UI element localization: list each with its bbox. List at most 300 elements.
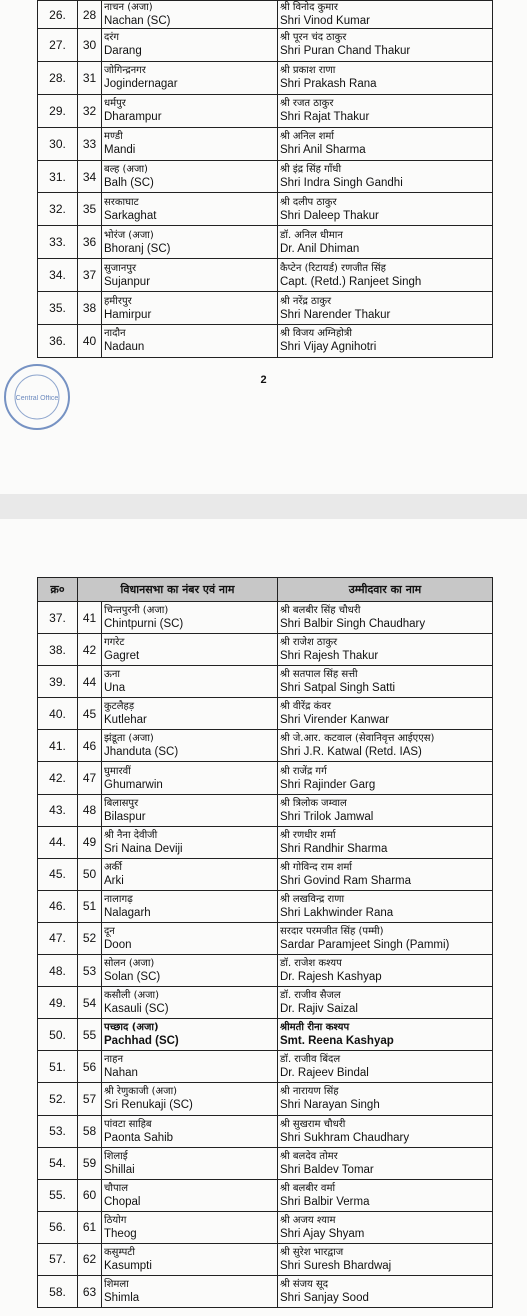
constituency-name <box>102 634 278 666</box>
constituency-name-english: Theog <box>104 1227 137 1240</box>
constituency-number: 31 <box>78 61 102 94</box>
serial-number: 42. <box>38 762 78 794</box>
candidate-name <box>278 794 493 826</box>
table-row <box>38 1083 493 1115</box>
serial-number: 33. <box>38 226 78 259</box>
constituency-name-hindi: पच्छाद (अजा) <box>104 1022 159 1034</box>
candidate-name-english: Shri Rajesh Thakur <box>280 650 379 663</box>
candidate-name <box>278 890 493 922</box>
constituency-name <box>102 666 278 698</box>
constituency-name-english: Jogindernagar <box>104 78 178 91</box>
candidate-name-hindi: श्री विजय अग्निहोत्री <box>280 328 352 340</box>
constituency-name-english: Nachan (SC) <box>104 15 171 27</box>
serial-number: 50. <box>38 1019 78 1051</box>
table-row <box>38 1147 493 1179</box>
table-row <box>38 890 493 922</box>
serial-number: 58. <box>38 1275 78 1307</box>
candidate-name-english: Shri Lakhwinder Rana <box>280 906 394 919</box>
constituency-number: 56 <box>78 1051 102 1083</box>
table-row <box>38 29 493 62</box>
table-row <box>38 826 493 858</box>
constituency-number: 62 <box>78 1243 102 1275</box>
candidate-name-english: Shri Balbir Singh Chaudhary <box>280 618 426 631</box>
constituency-name-hindi: भोरंज (अजा) <box>104 229 154 241</box>
constituency-name-hindi: चिन्तपुरनी (अजा) <box>104 605 169 617</box>
constituency-name-english: Darang <box>104 45 142 58</box>
candidate-name-english: Capt. (Retd.) Ranjeet Singh <box>280 275 422 288</box>
serial-number: 55. <box>38 1179 78 1211</box>
constituency-name-hindi: सोलन (अजा) <box>104 958 155 970</box>
candidate-name <box>278 325 493 358</box>
candidate-name-english: Dr. Rajesh Kashyap <box>280 971 382 984</box>
serial-number: 44. <box>38 826 78 858</box>
candidate-name <box>278 698 493 730</box>
candidate-name <box>278 987 493 1019</box>
constituency-name-hindi: चौपाल <box>104 1182 128 1194</box>
table-header-row <box>38 578 493 602</box>
candidate-name <box>278 762 493 794</box>
candidate-name <box>278 858 493 890</box>
candidate-name-hindi: श्री वीरेंद्र कंवर <box>280 701 331 713</box>
candidate-name-english: Sardar Paramjeet Singh (Pammi) <box>280 938 450 951</box>
document-page-2 <box>0 519 527 1316</box>
header-candidate: उम्मीदवार का नाम <box>278 578 493 602</box>
constituency-name-english: Dharampur <box>104 111 162 124</box>
constituency-number: 63 <box>78 1275 102 1307</box>
candidate-name-english: Shri Trilok Jamwal <box>280 810 374 823</box>
constituency-name <box>102 259 278 292</box>
serial-number: 36. <box>38 325 78 358</box>
constituency-number: 50 <box>78 858 102 890</box>
candidate-name <box>278 730 493 762</box>
constituency-name-hindi: दरंग <box>104 32 120 44</box>
constituency-number: 54 <box>78 987 102 1019</box>
constituency-name-hindi: सरकाघाट <box>104 196 139 208</box>
candidate-name-english: Shri Ajay Shyam <box>280 1227 365 1240</box>
constituency-name-hindi: शिमला <box>104 1279 129 1291</box>
candidate-name <box>278 1051 493 1083</box>
serial-number: 32. <box>38 193 78 226</box>
constituency-name-english: Mandi <box>104 144 136 157</box>
constituency-name-english: Bilaspur <box>104 810 146 823</box>
serial-number: 28. <box>38 61 78 94</box>
candidate-name <box>278 193 493 226</box>
constituency-name <box>102 226 278 259</box>
constituency-name-english: Sujanpur <box>104 275 151 288</box>
serial-number: 57. <box>38 1243 78 1275</box>
serial-number: 38. <box>38 634 78 666</box>
constituency-number: 51 <box>78 890 102 922</box>
candidate-name <box>278 1115 493 1147</box>
candidate-name <box>278 1243 493 1275</box>
candidate-name-hindi: श्री बलबीर सिंह चौधरी <box>280 605 361 617</box>
constituency-name-english: Shillai <box>104 1163 135 1176</box>
constituency-name-english: Pachhad (SC) <box>104 1035 179 1048</box>
constituency-name <box>102 1051 278 1083</box>
constituency-name-hindi: शिलाई <box>104 1150 128 1162</box>
constituency-name-hindi: श्री रेणुकाजी (अजा) <box>104 1086 178 1098</box>
serial-number: 31. <box>38 160 78 193</box>
table-row <box>38 193 493 226</box>
serial-number: 39. <box>38 666 78 698</box>
table-row <box>38 1211 493 1243</box>
constituency-number: 33 <box>78 127 102 160</box>
table-row <box>38 292 493 325</box>
constituency-name-english: Doon <box>104 938 132 951</box>
candidate-name-hindi: श्री प्रकाश राणा <box>280 65 336 77</box>
candidate-name-english: Shri Prakash Rana <box>280 78 377 91</box>
constituency-name-english: Balh (SC) <box>104 177 154 189</box>
candidate-name-hindi: श्री संजय सूद <box>280 1279 329 1291</box>
constituency-name <box>102 922 278 954</box>
table-row <box>38 1275 493 1307</box>
candidate-name-hindi: श्री विनोद कुमार <box>280 2 338 13</box>
candidate-name-hindi: श्री नारायण सिंह <box>280 1086 339 1098</box>
serial-number: 37. <box>38 602 78 634</box>
constituency-number: 47 <box>78 762 102 794</box>
table-row <box>38 730 493 762</box>
constituency-name-hindi: नाहन <box>104 1054 123 1066</box>
serial-number: 30. <box>38 127 78 160</box>
candidate-name-hindi: श्री पूरन चंद ठाकुर <box>280 32 347 44</box>
constituency-name <box>102 794 278 826</box>
candidate-name-english: Shri Narayan Singh <box>280 1099 380 1112</box>
table-row <box>38 698 493 730</box>
candidate-name-english: Dr. Rajeev Bindal <box>280 1067 369 1080</box>
constituency-name-english: Nalagarh <box>104 906 151 919</box>
candidate-name <box>278 1147 493 1179</box>
table-row <box>38 922 493 954</box>
candidate-name-hindi: डॉ. राजीव बिंदल <box>280 1054 341 1066</box>
constituency-name-english: Hamirpur <box>104 308 152 321</box>
constituency-name-english: Chopal <box>104 1195 141 1208</box>
constituency-name-hindi: कसुम्पटी <box>104 1246 135 1258</box>
constituency-name <box>102 955 278 987</box>
candidate-name-hindi: सरदार परमजीत सिंह (पम्मी) <box>280 925 384 937</box>
candidate-table-page-2 <box>37 577 493 1308</box>
candidate-name-english: Shri Balbir Verma <box>280 1195 370 1208</box>
serial-number: 52. <box>38 1083 78 1115</box>
constituency-name-hindi: झंडूता (अजा) <box>104 733 154 745</box>
constituency-name-hindi: सुजानपुर <box>104 262 137 274</box>
candidate-name-hindi: श्री सुरेश भारद्वाज <box>280 1246 344 1258</box>
candidate-name <box>278 29 493 62</box>
constituency-name-hindi: ऊना <box>104 669 120 681</box>
constituency-name-english: Bhoranj (SC) <box>104 242 171 255</box>
constituency-name-english: Chintpurni (SC) <box>104 618 184 631</box>
candidate-name-hindi: श्री लखविन्द्र राणा <box>280 893 345 905</box>
table-row <box>38 955 493 987</box>
serial-number: 51. <box>38 1051 78 1083</box>
table-row <box>38 762 493 794</box>
candidate-name <box>278 61 493 94</box>
constituency-name-english: Paonta Sahib <box>104 1131 174 1144</box>
candidate-name-hindi: श्री बलदेव तोमर <box>280 1150 338 1162</box>
candidate-name-english: Shri Virender Kanwar <box>280 714 390 727</box>
candidate-name-hindi: श्री इंद्र सिंह गाँधी <box>280 164 342 175</box>
candidate-table-page-1 <box>37 0 493 358</box>
candidate-name <box>278 292 493 325</box>
constituency-name-hindi: अर्की <box>104 861 122 873</box>
candidate-name-english: Shri Baldev Tomar <box>280 1163 374 1176</box>
constituency-name-english: Una <box>104 682 126 695</box>
candidate-name-hindi: श्रीमती रीना कश्यप <box>280 1022 350 1034</box>
candidate-name <box>278 666 493 698</box>
constituency-number: 30 <box>78 29 102 62</box>
table-row <box>38 61 493 94</box>
constituency-name-english: Nahan <box>104 1067 138 1080</box>
candidate-name <box>278 955 493 987</box>
constituency-name-hindi: कसौली (अजा) <box>104 990 160 1002</box>
constituency-name-english: Jhanduta (SC) <box>104 746 179 759</box>
constituency-name <box>102 61 278 94</box>
candidate-name-english: Shri Anil Sharma <box>280 144 366 157</box>
constituency-number: 44 <box>78 666 102 698</box>
serial-number: 27. <box>38 29 78 62</box>
candidate-name-hindi: डॉ. राजीव सैजल <box>280 990 341 1002</box>
candidate-name-hindi: श्री गोविन्द राम शर्मा <box>280 861 353 873</box>
constituency-name <box>102 730 278 762</box>
constituency-number: 38 <box>78 292 102 325</box>
candidate-name-hindi: श्री जे.आर. कटवाल (सेवानिवृत्त आईएएस) <box>280 733 435 745</box>
stamp-text: Central Office <box>15 395 59 402</box>
constituency-name <box>102 762 278 794</box>
constituency-name-english: Nadaun <box>104 341 145 354</box>
serial-number: 26. <box>38 1 78 29</box>
table-row <box>38 226 493 259</box>
candidate-name <box>278 1179 493 1211</box>
candidate-name <box>278 1019 493 1051</box>
constituency-name-english: Sri Renukaji (SC) <box>104 1099 193 1112</box>
constituency-number: 40 <box>78 325 102 358</box>
candidate-name-hindi: डॉ. अनिल धीमान <box>280 229 343 241</box>
constituency-name <box>102 94 278 127</box>
serial-number: 49. <box>38 987 78 1019</box>
candidate-name <box>278 634 493 666</box>
table-row <box>38 325 493 358</box>
constituency-name <box>102 1 278 29</box>
constituency-number: 41 <box>78 602 102 634</box>
constituency-name-hindi: जोगिन्द्रनगर <box>104 65 146 77</box>
serial-number: 34. <box>38 259 78 292</box>
document-page-1 <box>0 0 527 494</box>
constituency-number: 37 <box>78 259 102 292</box>
candidate-name-english: Shri Govind Ram Sharma <box>280 874 412 887</box>
constituency-name <box>102 858 278 890</box>
constituency-name <box>102 160 278 193</box>
candidate-name <box>278 1275 493 1307</box>
constituency-name-hindi: नादौन <box>104 328 126 340</box>
constituency-number: 55 <box>78 1019 102 1051</box>
constituency-name-english: Shimla <box>104 1292 140 1305</box>
table-row <box>38 1115 493 1147</box>
constituency-name-english: Sarkaghat <box>104 209 157 222</box>
constituency-name <box>102 1083 278 1115</box>
constituency-name-english: Solan (SC) <box>104 971 161 984</box>
constituency-name <box>102 127 278 160</box>
candidate-name-english: Shri Suresh Bhardwaj <box>280 1259 392 1272</box>
constituency-name-hindi: हमीरपुर <box>104 295 132 307</box>
table-row <box>38 858 493 890</box>
candidate-name-hindi: श्री राजेश ठाकुर <box>280 637 338 649</box>
serial-number: 48. <box>38 955 78 987</box>
table-row <box>38 1051 493 1083</box>
candidate-name-hindi: कैप्टेन (रिटायर्ड) रणजीत सिंह <box>280 262 386 274</box>
serial-number: 29. <box>38 94 78 127</box>
constituency-name <box>102 1243 278 1275</box>
table-row <box>38 1019 493 1051</box>
candidate-name-english: Smt. Reena Kashyap <box>280 1035 394 1048</box>
candidate-name <box>278 1211 493 1243</box>
constituency-number: 28 <box>78 1 102 29</box>
serial-number: 54. <box>38 1147 78 1179</box>
candidate-name <box>278 1083 493 1115</box>
constituency-name-english: Sri Naina Deviji <box>104 842 183 855</box>
constituency-name <box>102 1115 278 1147</box>
constituency-number: 32 <box>78 94 102 127</box>
table-row <box>38 666 493 698</box>
constituency-name-hindi: दून <box>104 925 115 937</box>
candidate-name <box>278 127 493 160</box>
candidate-name-hindi: श्री बलबीर वर्मा <box>280 1182 336 1194</box>
serial-number: 45. <box>38 858 78 890</box>
table-row <box>38 987 493 1019</box>
constituency-name-english: Kasauli (SC) <box>104 1003 169 1016</box>
candidate-name-hindi: श्री त्रिलोक जम्वाल <box>280 797 347 809</box>
candidate-name-english: Shri J.R. Katwal (Retd. IAS) <box>280 746 422 759</box>
constituency-name <box>102 1211 278 1243</box>
serial-number: 53. <box>38 1115 78 1147</box>
candidate-name <box>278 922 493 954</box>
constituency-number: 35 <box>78 193 102 226</box>
constituency-name-hindi: पांवटा साहिब <box>104 1118 152 1130</box>
candidate-name-english: Shri Indra Singh Gandhi <box>280 177 403 189</box>
constituency-name <box>102 987 278 1019</box>
candidate-name-english: Shri Vijay Agnihotri <box>280 341 377 354</box>
header-serial: क्र० <box>38 578 78 602</box>
party-office-stamp <box>2 362 72 432</box>
constituency-name-english: Gagret <box>104 650 140 663</box>
constituency-number: 42 <box>78 634 102 666</box>
constituency-name <box>102 292 278 325</box>
serial-number: 47. <box>38 922 78 954</box>
constituency-number: 57 <box>78 1083 102 1115</box>
candidate-name <box>278 1 493 29</box>
candidate-name-english: Shri Narender Thakur <box>280 308 391 321</box>
header-constituency: विधानसभा का नंबर एवं नाम <box>78 578 278 602</box>
constituency-name <box>102 826 278 858</box>
constituency-name-hindi: ठियोग <box>104 1214 127 1226</box>
serial-number: 43. <box>38 794 78 826</box>
constituency-name <box>102 29 278 62</box>
candidate-name-english: Shri Randhir Sharma <box>280 842 388 855</box>
candidate-name <box>278 94 493 127</box>
constituency-name-hindi: नाचन (अजा) <box>104 2 153 13</box>
candidate-name-hindi: श्री रजत ठाकुर <box>280 98 334 110</box>
table-row <box>38 794 493 826</box>
candidate-name <box>278 826 493 858</box>
page-number: 2 <box>260 374 267 386</box>
serial-number: 46. <box>38 890 78 922</box>
constituency-name <box>102 1179 278 1211</box>
constituency-number: 59 <box>78 1147 102 1179</box>
table-row <box>38 602 493 634</box>
constituency-number: 36 <box>78 226 102 259</box>
table-row <box>38 1 493 29</box>
constituency-name-hindi: मण्डी <box>104 131 123 143</box>
candidate-name <box>278 259 493 292</box>
constituency-name-english: Arki <box>104 874 124 887</box>
constituency-name-hindi: श्री नैना देवीजी <box>104 829 158 841</box>
constituency-number: 48 <box>78 794 102 826</box>
constituency-number: 60 <box>78 1179 102 1211</box>
constituency-name-english: Kutlehar <box>104 714 147 727</box>
serial-number: 56. <box>38 1211 78 1243</box>
constituency-name-english: Kasumpti <box>104 1259 152 1272</box>
candidate-name <box>278 226 493 259</box>
candidate-name-english: Shri Vinod Kumar <box>280 15 370 27</box>
candidate-name-hindi: श्री सतपाल सिंह सत्ती <box>280 669 358 681</box>
table-row <box>38 1243 493 1275</box>
candidate-name-hindi: डॉ. राजेश कश्यप <box>280 958 342 970</box>
candidate-name-english: Shri Puran Chand Thakur <box>280 45 411 58</box>
constituency-name <box>102 698 278 730</box>
constituency-name <box>102 325 278 358</box>
constituency-name-hindi: बिलासपुर <box>104 797 139 809</box>
constituency-name <box>102 1275 278 1307</box>
candidate-name-english: Shri Sukhram Chaudhary <box>280 1131 410 1144</box>
table-row <box>38 160 493 193</box>
serial-number: 40. <box>38 698 78 730</box>
candidate-name-english: Shri Rajat Thakur <box>280 111 370 124</box>
candidate-name-english: Dr. Rajiv Saizal <box>280 1003 358 1016</box>
candidate-name-english: Shri Sanjay Sood <box>280 1292 369 1305</box>
constituency-name <box>102 193 278 226</box>
candidate-name <box>278 602 493 634</box>
constituency-name <box>102 1147 278 1179</box>
constituency-number: 49 <box>78 826 102 858</box>
constituency-name <box>102 890 278 922</box>
serial-number: 41. <box>38 730 78 762</box>
candidate-name-hindi: श्री नरेंद्र ठाकुर <box>280 295 332 307</box>
constituency-name <box>102 602 278 634</box>
candidate-name-english: Shri Satpal Singh Satti <box>280 682 396 695</box>
constituency-number: 46 <box>78 730 102 762</box>
constituency-number: 52 <box>78 922 102 954</box>
candidate-name <box>278 160 493 193</box>
table-row <box>38 127 493 160</box>
constituency-number: 34 <box>78 160 102 193</box>
constituency-number: 58 <box>78 1115 102 1147</box>
candidate-name-english: Shri Rajinder Garg <box>280 778 376 791</box>
constituency-name-hindi: घुमारवीं <box>104 765 131 777</box>
constituency-name-hindi: गगरेट <box>104 637 125 649</box>
constituency-number: 53 <box>78 955 102 987</box>
table-row <box>38 634 493 666</box>
candidate-name-hindi: श्री दलीप ठाकुर <box>280 196 337 208</box>
constituency-name-hindi: नालागढ़ <box>104 893 133 905</box>
candidate-name-english: Dr. Anil Dhiman <box>280 242 360 255</box>
constituency-name-hindi: धर्मपुर <box>104 98 126 110</box>
constituency-name <box>102 1019 278 1051</box>
candidate-name-english: Shri Daleep Thakur <box>280 209 379 222</box>
candidate-name-hindi: श्री रणधीर शर्मा <box>280 829 336 841</box>
table-row <box>38 259 493 292</box>
constituency-number: 45 <box>78 698 102 730</box>
constituency-number: 61 <box>78 1211 102 1243</box>
table-row <box>38 1179 493 1211</box>
candidate-name-hindi: श्री अनिल शर्मा <box>280 131 334 143</box>
